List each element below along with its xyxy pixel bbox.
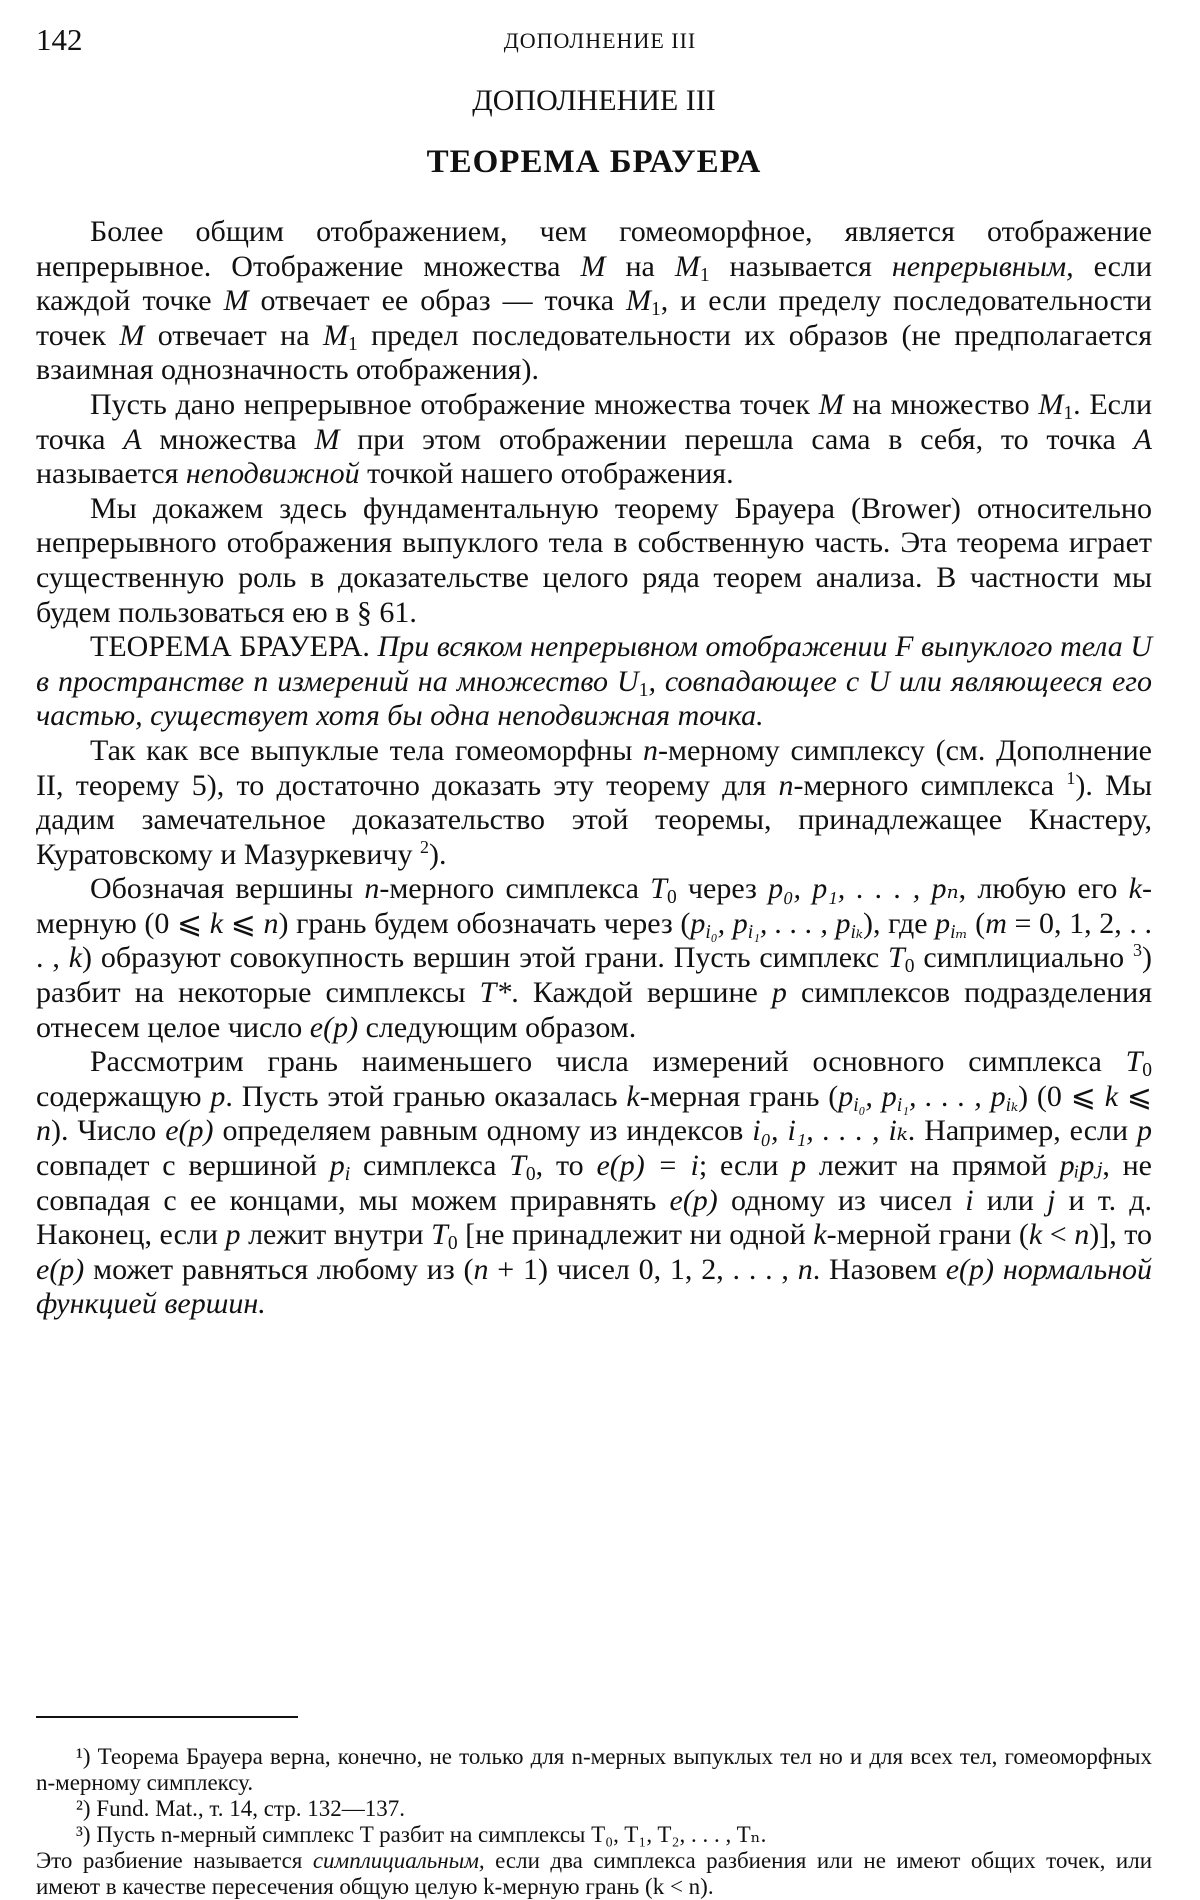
footnotes (36, 1744, 1152, 1900)
theorem-heading: ТЕОРЕМА БРАУЕРА. (90, 630, 370, 664)
footnote-3: ³) Пусть n-мерный симплекс T разбит на симплексы T₀, T₁, T₂, . . . , Tₙ. Это разбиение называется симплициальным, если два симплекса разбиения или не имеют общих точек, или имеют в качестве пересечения общую целую k-мерную грань (k < n). (36, 1822, 1152, 1899)
footnote-2: ²) Fund. Mat., т. 14, стр. 132—137. (76, 1796, 406, 1821)
page-number: 142 (36, 22, 83, 57)
footnote-ref-3: 3 (1133, 940, 1142, 961)
term-fixed: неподвижной (185, 457, 360, 491)
footnote-ref-2: 2 (420, 836, 429, 857)
paragraph-continuous-mapping: Более общим отображением, чем гомеоморфное, является отображение непрерывное. Отображение множества M на $M_1$ называется непрерывным, если каждой точке M отвечает ее образ — точка $M_1$, и если пределу последовательности точек M отвечает на $M_1$ предел последовательности их образов (не предполагается взаимная однозначность отображения). (36, 215, 1153, 387)
term-normal-function: нормальной функцией вершин. (36, 1252, 1152, 1321)
footnote-ref-1: 1 (1066, 767, 1076, 788)
paragraph-brouwer-intro: Мы докажем здесь фундаментальную теорему Брауера (Brower) относительно непрерывного отображения выпуклого тела в собственную часть. Эта теорема играет существенную роль в доказательстве целого ряда теорем анализа. В частности мы будем пользоваться ею в § 61. (36, 491, 1152, 629)
footnote-separator (36, 1716, 298, 1718)
paragraph-normal-function: Рассмотрим грань наименьшего числа измерений основного симплекса $T_0$ содержащую p. Пусть этой гранью оказалась k-мерная грань ($p_{i_0}$, $p_{i_1}$, . . . , $p_{i_k}$) (0 ⩽ k ⩽ n). Число e(p) определяем равным одному из индексов i₀, i₁, . . . , iₖ. Например, если p совпадет с вершиной $p_i$ симплекса $T_0$, то e(p) = i; если p лежит на прямой pᵢpⱼ, не совпадая с ее концами, мы можем приравнять e(p) одному из чисел i или j и т. д. Наконец, если p лежит внутри $T_0$ [не принадлежит ни одной k-мерной грани (k < n)], то e(p) может равняться любому из (n + 1) чисел 0, 1, 2, . . . , n. Назовем e(p) нормальной функцией вершин. (36, 1045, 1153, 1321)
paragraph-simplex-reduction: Так как все выпуклые тела гомеоморфны n-мерному симплексу (см. Дополнение II, теорему 5), то достаточно доказать эту теорему для n-мерного симплекса $^1$). Мы дадим замечательное доказательство этой теоремы, принадлежащее Кнастеру, Куратовскому и Мазуркевичу $^2$). (36, 733, 1152, 871)
page-header (36, 22, 1164, 62)
theorem-statement: ТЕОРЕМА БРАУЕРА. При всяком непрерывном отображении F выпуклого тела U в пространстве n измерений на множество $U_1$, совпадающее с U или являющееся его частью, существует хотя бы одна неподвижная точка. (36, 630, 1153, 733)
term-continuous: непрерывным, (891, 249, 1074, 283)
footnote-1: ¹) Теорема Брауера верна, конечно, не только для n-мерных выпуклых тел но и для всех тел, гомеоморфных n-мерному симплексу. (36, 1744, 1152, 1795)
section-title: ТЕОРЕМА БРАУЕРА (426, 144, 762, 180)
paragraph-fixed-point: Пусть дано непрерывное отображение множества точек M на множество $M_1$. Если точка A множества M при этом отображении перешла сама в себя, то точка A называется неподвижной точкой нашего отображения. (36, 387, 1152, 491)
paragraph-simplex-notation: Обозначая вершины n-мерного симплекса $T_0$ через p₀, p₁, . . . , pₙ, любую его k-мерную (0 ⩽ k ⩽ n) грань будем обозначать через ($p_{i_0}$, $p_{i_1}$, . . . , $p_{i_k}$), где $p_{i_m}$ (m = 0, 1, 2, . . . , k) образуют совокупность вершин этой грани. Пусть симплекс $T_0$ симплициально $^3$) разбит на некоторые симплексы T*. Каждой вершине p симплексов подразделения отнесем целое число e(p) следующим образом. (36, 872, 1153, 1044)
term-simplicial: симплициальным, (312, 1848, 485, 1873)
running-head: ДОПОЛНЕНИЕ III (503, 28, 697, 53)
page-body (36, 84, 1152, 1322)
section-label: ДОПОЛНЕНИЕ III (472, 84, 716, 117)
